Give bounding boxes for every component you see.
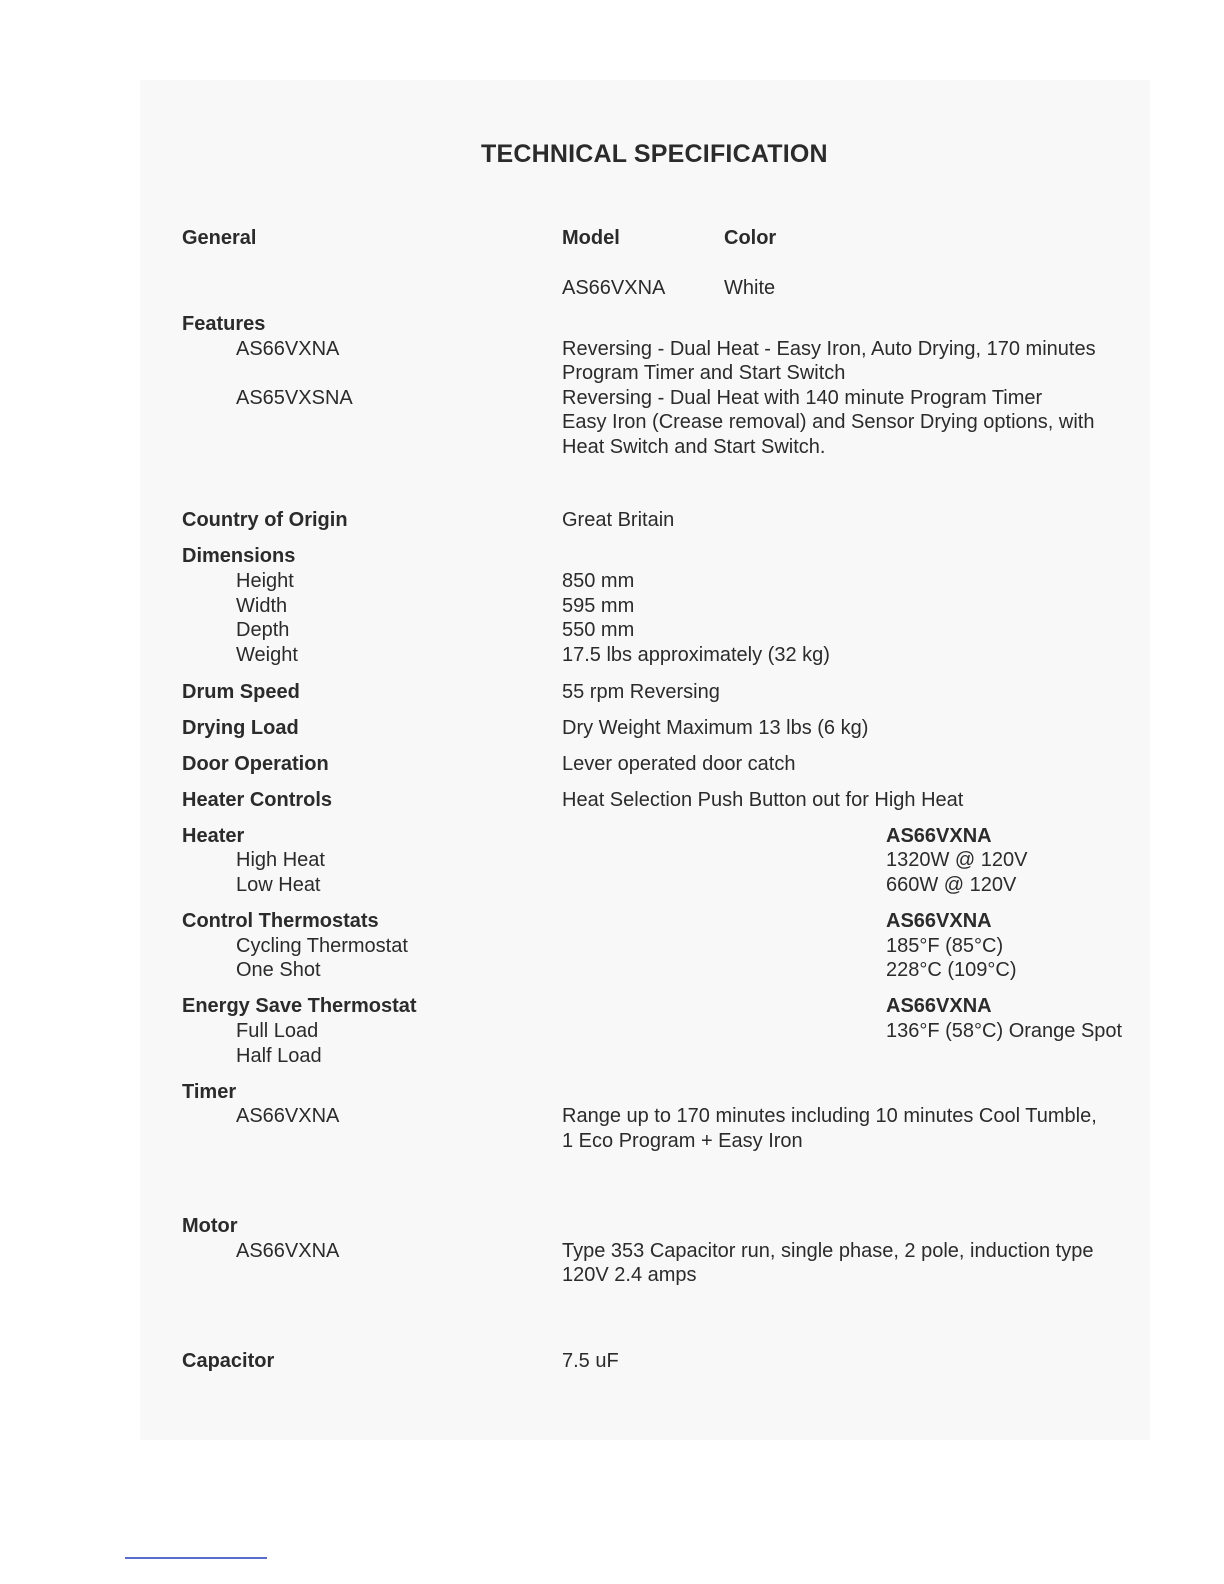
dimension-weight-label: Weight [236,644,298,666]
feature-model: AS65VXSNA [236,387,353,409]
capacitor-value: 7.5 uF [562,1350,619,1372]
general-model: AS66VXNA [562,277,666,299]
motor-line: 120V 2.4 amps [562,1264,697,1286]
footnote-divider [125,1557,267,1559]
heater-low-value: 660W @ 120V [886,874,1017,896]
one-shot-label: One Shot [236,959,321,981]
feature-line: Easy Iron (Crease removal) and Sensor Drying options, with [562,411,1095,433]
dimension-width-value: 595 mm [562,595,635,617]
heater-model: AS66VXNA [886,825,992,847]
control-thermostats-label: Control Thermostats [182,910,379,932]
feature-line: Reversing - Dual Heat - Easy Iron, Auto Drying, 170 minutes [562,338,1096,360]
dimension-depth-label: Depth [236,619,290,641]
dimension-weight-value: 17.5 lbs approximately (32 kg) [562,644,830,666]
general-label: General [182,227,257,249]
half-load-label: Half Load [236,1045,322,1067]
dimension-depth-value: 550 mm [562,619,635,641]
drying-load-value: Dry Weight Maximum 13 lbs (6 kg) [562,717,869,739]
heater-high-label: High Heat [236,849,325,871]
country-value: Great Britain [562,509,675,531]
dimensions-label: Dimensions [182,545,296,567]
dimension-width-label: Width [236,595,288,617]
features-label: Features [182,313,266,335]
cycling-thermostat-value: 185°F (85°C) [886,935,1004,957]
page-title: TECHNICAL SPECIFICATION [481,140,828,168]
full-load-label: Full Load [236,1020,319,1042]
heater-low-label: Low Heat [236,874,321,896]
timer-model: AS66VXNA [236,1105,340,1127]
color-header: Color [724,227,777,249]
motor-model: AS66VXNA [236,1240,340,1262]
control-thermostats-model: AS66VXNA [886,910,992,932]
one-shot-value: 228°C (109°C) [886,959,1017,981]
model-header: Model [562,227,620,249]
heater-controls-label: Heater Controls [182,789,333,811]
heater-label: Heater [182,825,245,847]
feature-model: AS66VXNA [236,338,340,360]
motor-line: Type 353 Capacitor run, single phase, 2 pole, induction type [562,1240,1094,1262]
door-operation-value: Lever operated door catch [562,753,796,775]
feature-line: Program Timer and Start Switch [562,362,846,384]
feature-line: Heat Switch and Start Switch. [562,436,826,458]
dimension-height-value: 850 mm [562,570,635,592]
cycling-thermostat-label: Cycling Thermostat [236,935,408,957]
country-label: Country of Origin [182,509,348,531]
capacitor-label: Capacitor [182,1350,275,1372]
drum-speed-value: 55 rpm Reversing [562,681,720,703]
drum-speed-label: Drum Speed [182,681,300,703]
energy-save-label: Energy Save Thermostat [182,995,417,1017]
general-color: White [724,277,776,299]
timer-label: Timer [182,1081,237,1103]
timer-line: Range up to 170 minutes including 10 minutes Cool Tumble, [562,1105,1097,1127]
feature-line: Reversing - Dual Heat with 140 minute Program Timer [562,387,1043,409]
dimension-height-label: Height [236,570,294,592]
energy-save-model: AS66VXNA [886,995,992,1017]
heater-controls-value: Heat Selection Push Button out for High Heat [562,789,964,811]
drying-load-label: Drying Load [182,717,299,739]
motor-label: Motor [182,1215,238,1237]
door-operation-label: Door Operation [182,753,329,775]
full-load-value: 136°F (58°C) Orange Spot [886,1020,1123,1042]
heater-high-value: 1320W @ 120V [886,849,1028,871]
timer-line: 1 Eco Program + Easy Iron [562,1130,803,1152]
